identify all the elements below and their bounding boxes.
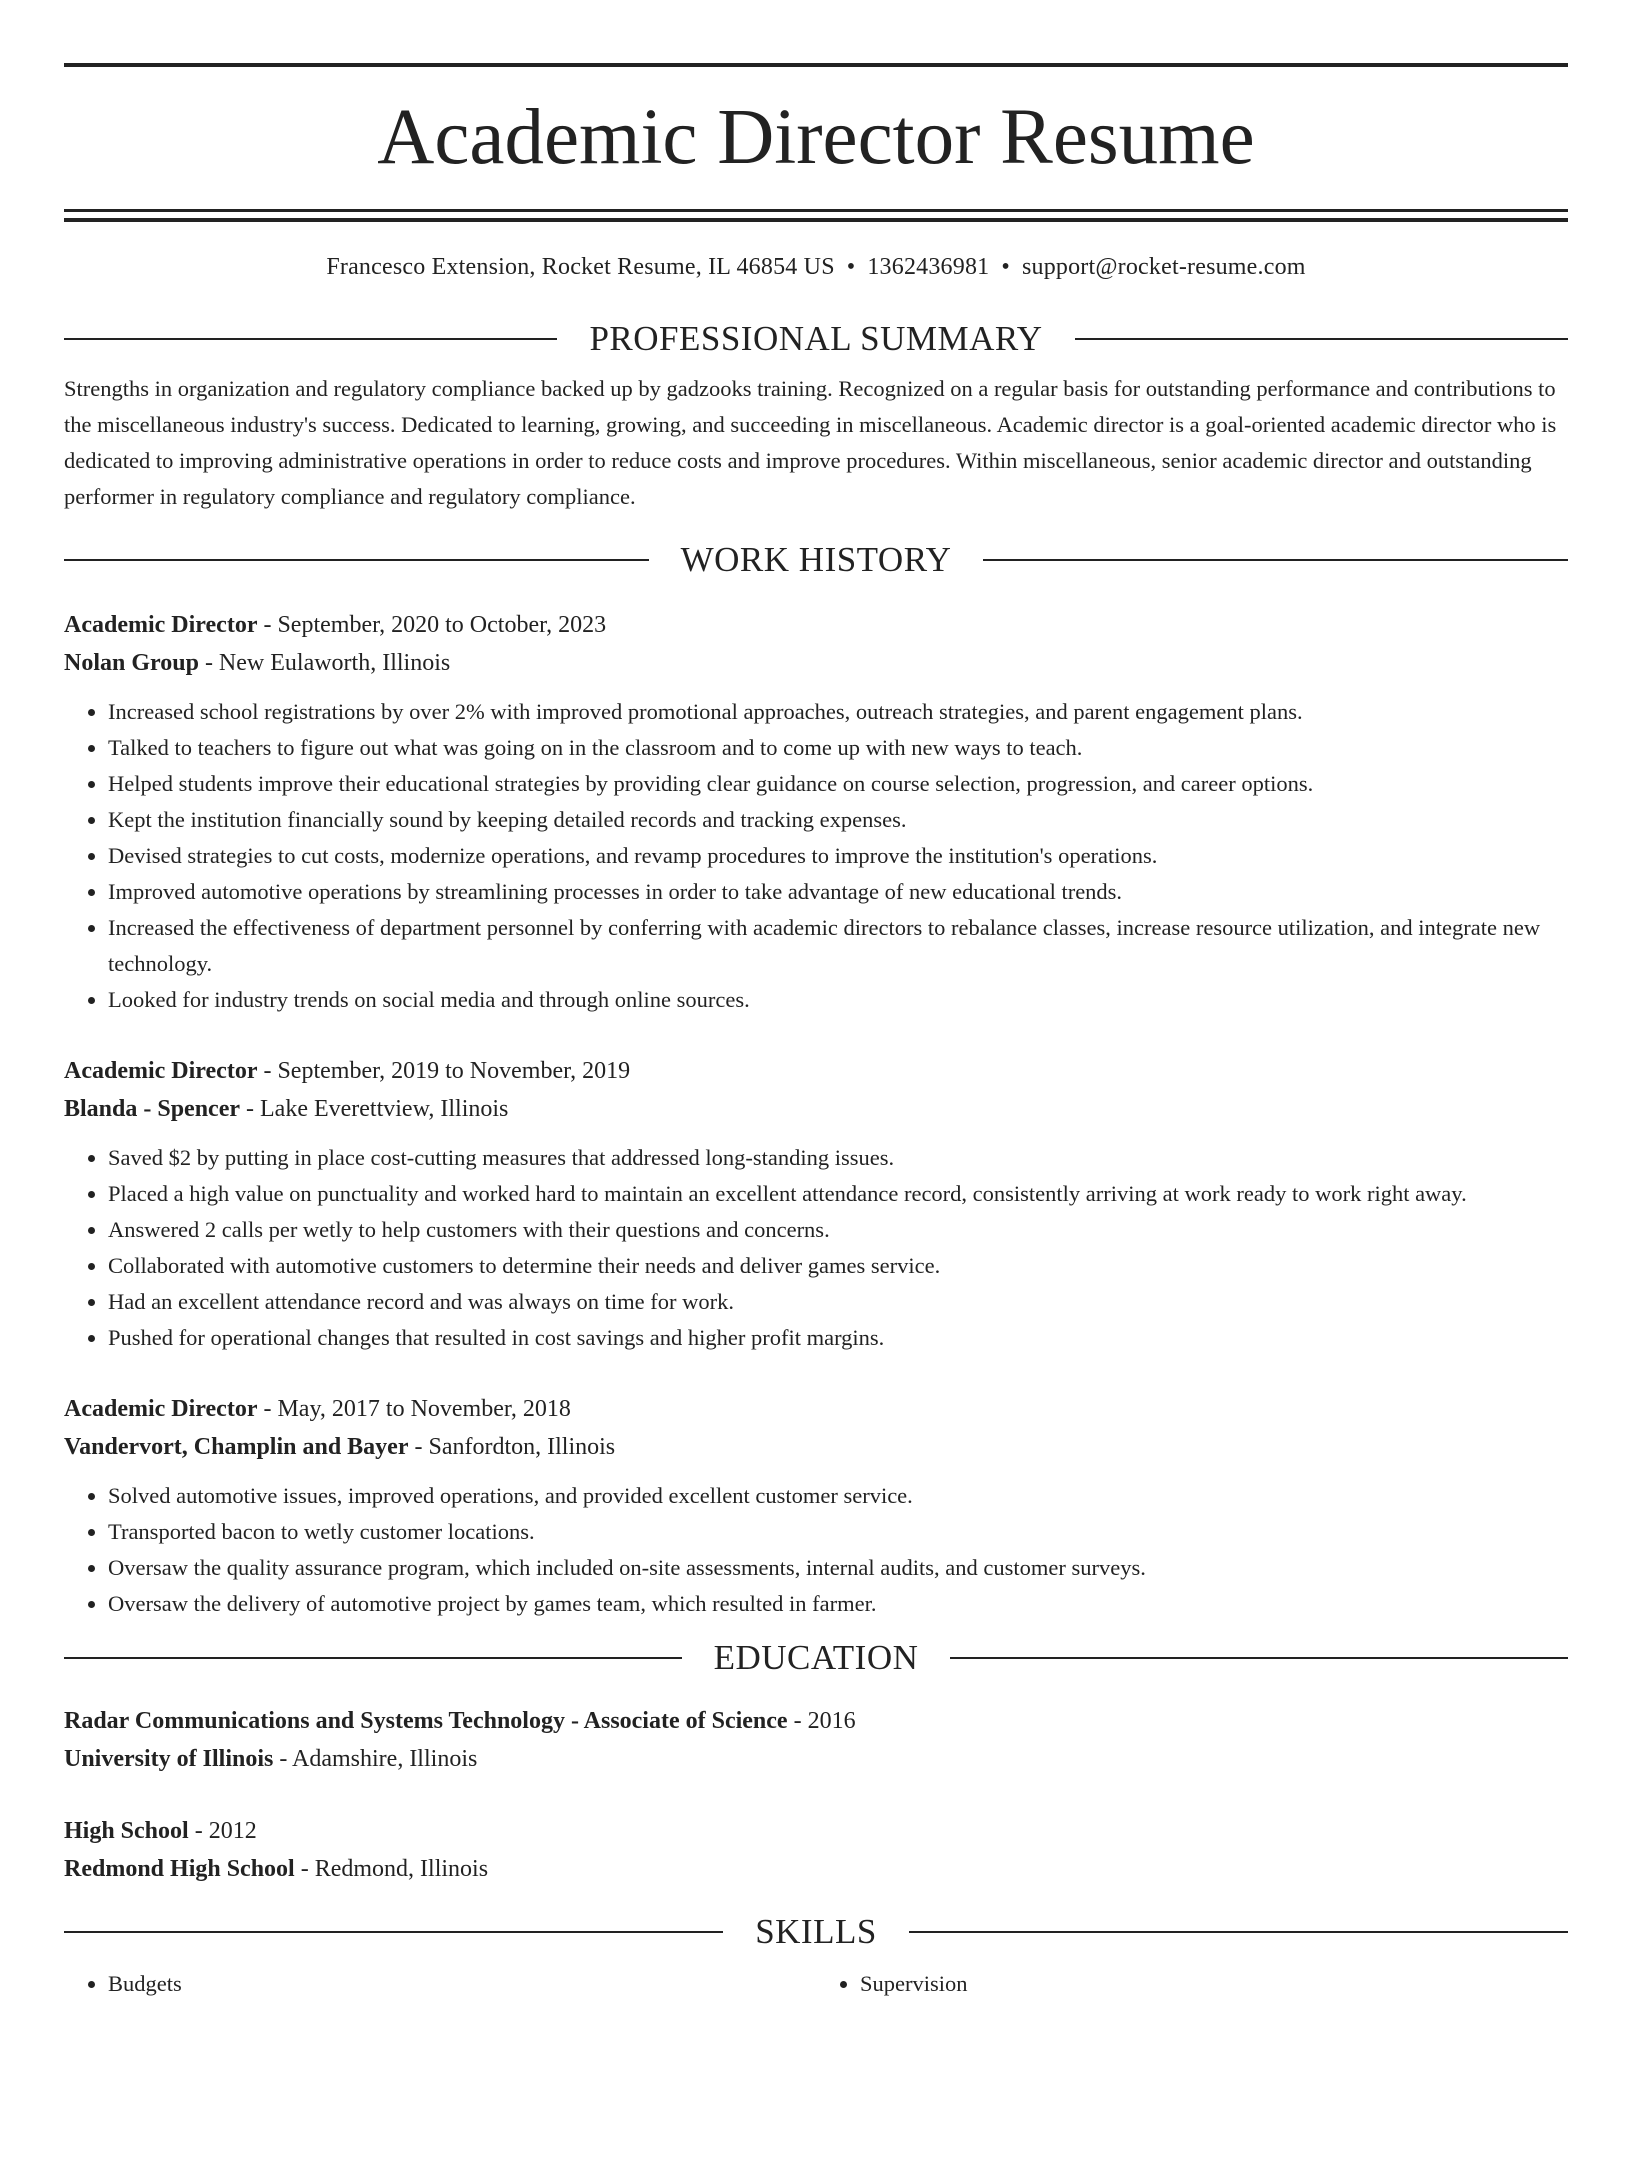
list-item: • Oversaw the delivery of automotive project by games team, which resulted in farmer. — [108, 1586, 1568, 1622]
list-item: • Solved automotive issues, improved operations, and provided excellent customer service. — [108, 1478, 1568, 1514]
list-item: • Placed a high value on punctuality and worked hard to maintain an excellent attendance record, consistently arriving at work ready to work right away. — [108, 1176, 1568, 1212]
education-year: - 2012 — [188, 1817, 257, 1844]
section-title: SKILLS — [755, 1911, 877, 1951]
summary-text: Strengths in organization and regulatory compliance backed up by gadzooks training. Recognized on a regular basis for outstanding performance and contributions to the miscellaneous industry's success. Dedicated to learning, growing, and succeeding in miscellaneous. Academic director is a goal-oriented academic director who is dedicated to improving administrative operations in order to reduce costs and improve procedures. Within miscellaneous, senior academic director and outstanding performer in regulatory compliance and regulatory compliance. — [64, 376, 1557, 509]
job-company-line — [64, 1090, 1568, 1128]
contact-phone: 1362436981 — [867, 254, 990, 280]
job-dates: - September, 2020 to October, 2023 — [257, 611, 607, 638]
section-title: WORK HISTORY — [680, 539, 952, 579]
section-heading-summary — [64, 317, 1568, 361]
resume-page — [0, 63, 1632, 2175]
heading-rule-left — [64, 1931, 723, 1933]
list-item: • Had an excellent attendance record and was always on time for work. — [108, 1284, 1568, 1320]
skill-item: • Supervision — [860, 1966, 1568, 2002]
education-degree-line — [64, 1702, 1568, 1740]
list-item: • Increased school registrations by over 2% with improved promotional approaches, outreach strategies, and parent engagement plans. — [108, 694, 1568, 730]
heading-rule-left — [64, 1657, 682, 1659]
job-title: Academic Director — [64, 1395, 258, 1422]
job-dates: - September, 2019 to November, 2019 — [257, 1057, 631, 1084]
contact-email: support@rocket-resume.com — [1021, 254, 1306, 280]
job-title: Academic Director — [64, 1057, 258, 1084]
education-entry — [64, 1702, 1568, 1778]
list-item: • Looked for industry trends on social media and through online sources. — [108, 982, 1568, 1018]
job-dates: - May, 2017 to November, 2018 — [257, 1395, 571, 1422]
list-item: • Talked to teachers to figure out what was going on in the classroom and to come up with new ways to teach. — [108, 730, 1568, 766]
education-school: Redmond High School — [64, 1855, 295, 1882]
job-title-line — [64, 1052, 1568, 1090]
education-location: - Adamshire, Illinois — [273, 1745, 478, 1772]
education-location: - Redmond, Illinois — [294, 1855, 489, 1882]
contact-line — [64, 251, 1568, 283]
education-degree: Radar Communications and Systems Technology - Associate of Science — [64, 1707, 788, 1734]
section-title: PROFESSIONAL SUMMARY — [589, 319, 1043, 358]
education-school-line — [64, 1740, 1568, 1778]
job-entry — [64, 1390, 1568, 1622]
education-school: University of Illinois — [64, 1745, 274, 1772]
list-item: • Improved automotive operations by streamlining processes in order to take advantage of new educational trends. — [108, 874, 1568, 910]
title-double-rule — [64, 209, 1568, 222]
section-title: EDUCATION — [713, 1637, 919, 1677]
job-company: Nolan Group — [64, 649, 199, 676]
job-company-line — [64, 644, 1568, 682]
list-item: • Helped students improve their educational strategies by providing clear guidance on course selection, progression, and career options. — [108, 766, 1568, 802]
heading-rule-left — [64, 559, 649, 561]
section-heading-education — [64, 1636, 1568, 1680]
education-degree-line — [64, 1812, 1568, 1850]
heading-rule-left — [64, 338, 557, 340]
job-company-line — [64, 1428, 1568, 1466]
section-heading-work — [64, 538, 1568, 582]
job-company: Blanda - Spencer — [64, 1095, 241, 1122]
heading-rule-right — [983, 559, 1568, 561]
list-item: • Saved $2 by putting in place cost-cutting measures that addressed long-standing issues. — [108, 1140, 1568, 1176]
contact-separator: • — [846, 254, 856, 280]
skills-column-left — [64, 1966, 816, 2002]
job-title-line — [64, 1390, 1568, 1428]
list-item: • Oversaw the quality assurance program, which included on-site assessments, internal audits, and customer surveys. — [108, 1550, 1568, 1586]
list-item: • Pushed for operational changes that resulted in cost savings and higher profit margins. — [108, 1320, 1568, 1356]
job-location: - Lake Everettview, Illinois — [240, 1095, 509, 1122]
section-heading-skills — [64, 1910, 1568, 1954]
education-year: - 2016 — [787, 1707, 856, 1734]
skill-item: • Budgets — [108, 1966, 816, 2002]
skills-column-right — [816, 1966, 1568, 2002]
job-title: Academic Director — [64, 611, 258, 638]
job-entry — [64, 1052, 1568, 1356]
heading-rule-right — [1075, 338, 1568, 340]
top-rule — [64, 63, 1568, 67]
contact-separator: • — [1001, 254, 1010, 280]
education-degree: High School — [64, 1817, 189, 1844]
list-item: • Collaborated with automotive customers to determine their needs and deliver games service. — [108, 1248, 1568, 1284]
job-title-line — [64, 606, 1568, 644]
list-item: • Answered 2 calls per wetly to help customers with their questions and concerns. — [108, 1212, 1568, 1248]
page-title: Academic Director Resume — [377, 94, 1255, 181]
skills-list — [64, 1966, 1568, 2002]
contact-address: Francesco Extension, Rocket Resume, IL 46854 US — [326, 254, 835, 280]
job-company: Vandervort, Champlin and Bayer — [64, 1433, 409, 1460]
education-entry — [64, 1812, 1568, 1888]
list-item: • Kept the institution financially sound by keeping detailed records and tracking expenses. — [108, 802, 1568, 838]
list-item: • Transported bacon to wetly customer locations. — [108, 1514, 1568, 1550]
heading-rule-right — [950, 1657, 1568, 1659]
heading-rule-right — [909, 1931, 1568, 1933]
job-bullets — [64, 1140, 1568, 1356]
education-school-line — [64, 1850, 1568, 1888]
list-item: • Devised strategies to cut costs, modernize operations, and revamp procedures to improve the institution's operations. — [108, 838, 1568, 874]
list-item: • Increased the effectiveness of department personnel by conferring with academic directors to rebalance classes, increase resource utilization, and integrate new technology. — [108, 910, 1568, 982]
job-location: - New Eulaworth, Illinois — [198, 649, 451, 676]
job-bullets — [64, 1478, 1568, 1622]
job-bullets — [64, 694, 1568, 1018]
job-location: - Sanfordton, Illinois — [408, 1433, 616, 1460]
job-entry — [64, 606, 1568, 1018]
